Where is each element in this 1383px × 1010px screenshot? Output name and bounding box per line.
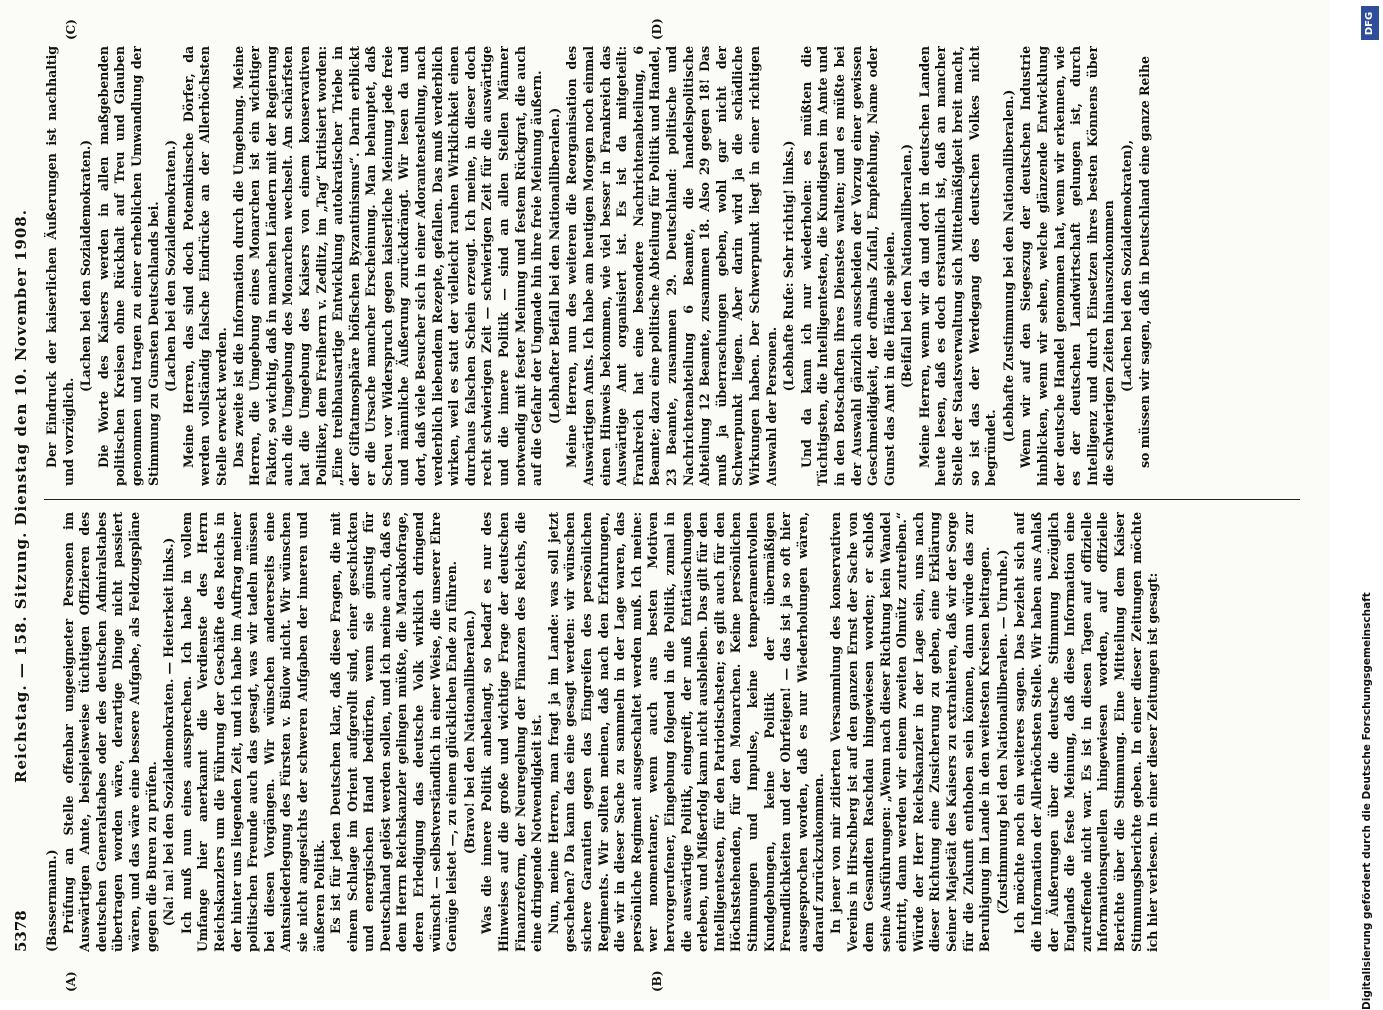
dfg-logo-text: DFG	[1364, 11, 1376, 35]
interjection: (Lebhafte Rufe: Sehr richtig! links.)	[781, 140, 797, 392]
margin-marker-d: (D)	[650, 18, 664, 40]
left-text-column	[44, 512, 1300, 952]
interjection: (Na! na! bei den Sozialdemokraten. — Heiterkeit links.)	[161, 537, 177, 927]
page-header	[6, 40, 40, 952]
page-title: Reichstag. — 158. Sitzung. Dienstag den 10. November 1908.	[12, 209, 30, 783]
digitization-credit	[1355, 0, 1381, 1010]
column-divider	[44, 499, 1300, 500]
dfg-logo	[1361, 6, 1379, 40]
speaker-name: (Bassermann.)	[44, 849, 59, 952]
interjection: (Bravo! bei den Nationalliberalen.)	[461, 609, 477, 855]
interjection: (Lachen bei den Sozialdemokraten.)	[78, 139, 94, 393]
paragraph: Prüfung an Stelle offenbar ungeeigneter Personen im Auswärtigen Amte, beispielsweise tüchtigen Offizieren des deutschen Generalstabes oder des deutschen Admiralstabes übertragen worden wäre, derartige Dinge nicht passiert wären, und das wäre eine bessere Aufgabe, als Feldzugspläne gegen die Buren zu prüfen.	[60, 512, 159, 952]
paragraph: so müssen wir sagen, daß in Deutschland eine ganze Reihe	[1136, 56, 1152, 468]
paragraph: Meine Herren, das sind doch Potemkinsche Dörfer, da werden vollständig falsche Eindrücke an der Allerhöchsten Stelle erweckt werden.	[180, 46, 229, 486]
paragraph: Und da kann ich nur wiederholen: es müßten die Tüchtigsten, die Intelligentesten, die Kundigsten im Amte und in den Botschaften ihres Dienstes walten; und es müßte bei der Auswahl gänzlich ausscheiden der Vorzug einer gewissen Geschmeidigkeit, der oftmals Zufall, Empfehlung, Name oder Gunst das Amt in die Hände spielen.	[798, 46, 897, 486]
margin-marker-c: (C)	[64, 19, 78, 40]
paragraph: Ich möchte noch ein weiteres sagen. Das bezieht sich auf die Information der Allerhöchsten Stelle. Wir haben aus Anlaß der Äußerungen über die deutsche Stimmung bezüglich Englands die feste Meinung, daß diese Information eine zutreffende nicht war. Es ist in diesen Tagen auf offizielle Informationsquellen hingewiesen worden, auf offizielle Berichte über die Stimmung. Eine Mitteilung dem Kaiser Stimmungsberichte geben. In einer dieser Zeitungen möchte ich hier verlesen. In einer dieser Zeitungen ist gesagt:	[1012, 512, 1161, 952]
paragraph: Ich muß nun eines aussprechen. Ich habe in vollem Umfange hier anerkannt die Verdienste des Herrn Reichskanzlers um die Führung der Geschäfte des Reichs in der hinter uns liegenden Zeit, und ich habe im Auftrag meiner politischen Freunde auch das gesagt, was wir tadeln müssen bei diesen Vorgängen. Wir wünschen andererseits eine Amtsniederlegung des Fürsten v. Bülow nicht. Wir wünschen sie nicht angesichts der schweren Aufgaben der inneren und äußeren Politik.	[178, 512, 327, 952]
paragraph: Der Eindruck der kaiserlichen Äußerungen ist nachhaltig und vorzüglich.	[44, 46, 76, 486]
interjection: (Zustimmung bei den Nationalliberalen. — Unruhe.)	[994, 549, 1010, 915]
paragraph: In jener von mir zitierten Versammlung des konservativen Vereins in Hirschberg ist auf den ganzen Ernst der Sache von dem Gesandten Raschdau hingewiesen worden; er schloß seine Ausführungen: „Wenn nach dieser Richtung kein Wandel eintritt, dann werden wir einem zweiten Olmütz zutreiben.“ Würde der Herr Reichskanzler in der Lage sein, uns nach dieser Richtung eine Zusicherung zu geben, eine Erklärung Seiner Majestät des Kaisers zu extrahieren, daß wir der Sorge für die Zukunft enthoben sein können, dann würde das zur Beruhigung im Lande in den weitesten Kreisen beitragen.	[827, 512, 993, 952]
paragraph: Was die innere Politik anbelangt, so bedarf es nur des Hinweises auf die große und wichtige Frage der deutschen Finanzreform, der Neuregelung der Finanzen des Reichs, die eine dringende Notwendigkeit ist.	[479, 512, 545, 952]
paragraph: Es ist für jeden Deutschen klar, daß diese Fragen, die mit einem Schlage im Orient aufgerollt sind, einer geschickten und energischen Hand bedürfen, wenn sie günstig für Deutschland gelöst werden sollen, und ich meine auch, daß es dem Herrn Reichskanzler gelingen müßte, die Marokkofrage, deren Erledigung das deutsche Volk wirklich dringend wünscht — selbstverständlich in einer Weise, die unserer Ehre Genüge leistet —, zu einem glücklichen Ende zu führen.	[328, 512, 460, 952]
paragraph: Meine Herren, nun des weiteren die Reorganisation des Auswärtigen Amts. Ich habe am heutigen Morgen noch einmal einen Hinweis bekommen, wie viel besser in Frankreich das Auswärtige Amt organisiert ist. Es ist da mitgeteilt: Frankreich hat eine besondere Nachrichtenabteilung, 6 Beamte; dazu eine politische Abteilung für Politik und Handel, 23 Beamte, zusammen 29. Deutschland: politische und Nachrichtenabteilung 6 Beamte, die handelspolitische Abteilung 12 Beamte, zusammen 18. Also 29 gegen 18! Das muß ja überraschungen geben, wohl gar nicht der Schwerpunkt liegen. Aber darin wird ja die schädliche Wirkungen haben. Der Schwerpunkt liegt in einer richtigen Auswahl der Personen.	[564, 46, 779, 486]
margin-marker-b: (B)	[650, 970, 664, 992]
digitization-credit-text: Digitalisierung gefördert durch die Deutsche Forschungsgemeinschaft	[1361, 592, 1373, 1010]
paragraph: Das zweite ist die Information durch die Umgebung. Meine Herren, die Umgebung eines Monarchen ist ein wichtiger Faktor, so wichtig, daß in manchen Ländern mit der Regierung auch die Umgebung des Monarchen wechselt. Am schärfsten hat die Umgebung des Kaisers von einem konservativen Politiker, dem Freiherrn v. Zedlitz, im „Tag“ kritisiert worden: „Eine treibhausartige Entwicklung autokratischer Triebe in der Giftatmosphäre höfischen Byzantinismus“. Darin erblickt er die Ursache mancher Erscheinung. Man behauptet, daß Scheu vor Widerspruch gegen kaiserliche Meinung jede freie und männliche Äußerung zurückdrängt. Wir lesen da und dort, daß viele Besucher sich in einer Adorantenstellung, nach verderblich liebendem Rezepte, gefallen. Das muß verderblich wirken, weil es statt der vielleicht rauhen Wirklichkeit einen durchaus falschen Schein erzeugt. Ich meine, in dieser doch recht schwierigen Zeit — schwierigen Zeit für die auswärtige und die innere Politik — sind an allen Stellen Männer notwendig mit fester Meinung und festem Rückgrat, die auch auf die Gefahr der Ungnade hin ihre freie Meinung äußern.	[230, 46, 545, 486]
paragraph: Die Worte des Kaisers werden in allen maßgebenden politischen Kreisen ohne Rückhalt auf Treu und Glauben genommen und tragen zu einer erheblichen Umwandlung der Stimmung zu Gunsten Deutschlands bei.	[95, 46, 161, 486]
margin-marker-a: (A)	[64, 971, 78, 992]
paragraph: Wenn wir auf den Siegeszug der deutschen Industrie hinblicken, wenn wir sehen, welche glänzende Entwicklung der deutsche Handel genommen hat, wenn wir erkennen, wie es der deutschen Landwirtschaft gelungen ist, durch Intelligenz und durch Einsetzen ihres besten Könnens über die schwierigen Zeiten hinauszukommen	[1018, 46, 1117, 486]
right-text-column	[44, 46, 1300, 486]
page-number: 5378	[12, 910, 30, 952]
paragraph: Nun, meine Herren, man fragt ja im Lande: was soll jetzt geschehen? Da kann das eine gesagt werden: wir wünschen sichere Garantien gegen das Eingreifen des persönlichen Regiments. Wir sollten meinen, daß nach den Erfahrungen, die wir in dieser Sache zu sammeln in der Lage waren, das persönliche Regiment ausgeschaltet werden muß. Ich meine: wer momentaner, wenn auch aus besten Motiven hervorgerufener, Eingebung folgend in die Politik, zumal in die auswärtige Politik, eingreift, der muß Enttäuschungen erleben, und Mißerfolg kann nicht ausbleiben. Das gilt für den Intelligentesten, für den Patriotischsten; es gilt auch für den Höchststehenden, für den Monarchen. Keine persönlichen Stimmungen und Impulse, keine temperamentvollen Kundgebungen, keine Politik der übermäßigen Freundlichkeiten und der Ohrfeigen! — das ist ja so oft hier ausgesprochen worden, daß es nur Wiederholungen wären, darauf zurückzukommen.	[545, 512, 827, 952]
interjection: (Lachen bei den Sozialdemokraten.)	[163, 139, 179, 393]
interjection: (Beifall bei den Nationalliberalen.)	[899, 144, 915, 388]
interjection: (Lachen bei den Sozialdemokraten),	[1119, 139, 1134, 393]
interjection: (Lebhafter Beifall bei den Nationalliberalen.)	[546, 107, 562, 425]
interjection: (Lebhafte Zustimmung bei den Nationalliberalen.)	[1000, 89, 1016, 443]
paragraph: Meine Herren, wenn wir da und dort in deutschen Landen heute lesen, daß es doch erstaunlich ist, daß an mancher Stelle der Staatsverwaltung sich Mittelmäßigkeit breit macht, so ist das der Werdegang des deutschen Volkes nicht begründet.	[916, 46, 999, 486]
